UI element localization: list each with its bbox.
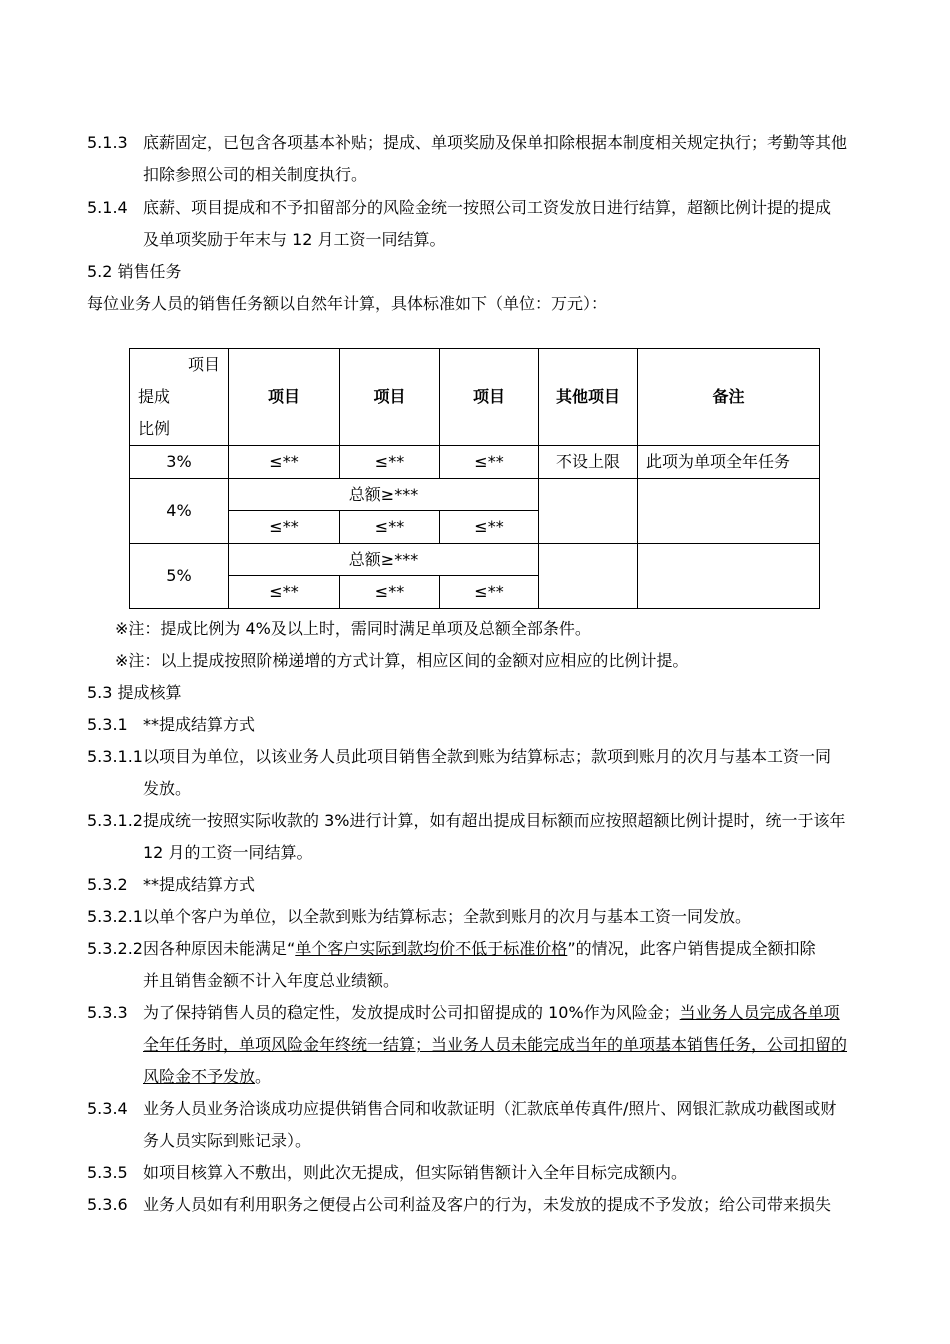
table-note: ※注：以上提成按照阶梯递增的方式计算，相应区间的金额对应相应的比例计提。 xyxy=(115,651,689,670)
column-header: 项目 xyxy=(340,349,440,446)
corner-label-project: 项目 xyxy=(187,355,220,374)
table-cell: ≤** xyxy=(229,446,340,479)
table-cell: ≤** xyxy=(440,576,539,609)
paragraph-line: 底薪、项目提成和不予扣留部分的风险金统一按照公司工资发放日进行结算，超额比例计提的提成 xyxy=(143,198,832,217)
text-span: ”的情况，此客户销售提成全额扣除 xyxy=(567,939,816,958)
section-number: 5.3.1.1 xyxy=(87,747,143,766)
section-number: 5.3.5 xyxy=(87,1163,128,1182)
paragraph-line xyxy=(143,1066,271,1088)
table-cell: ≤** xyxy=(440,446,539,479)
paragraph-line: 底薪固定，已包含各项基本补贴；提成、单项奖励及保单扣除根据本制度相关规定执行；考勤等其他 xyxy=(143,133,848,152)
paragraph-line xyxy=(143,938,816,960)
paragraph-line: 及单项奖励于年末与 12 月工资一同结算。 xyxy=(143,230,446,249)
paragraph-line: 提成统一按照实际收款的 3%进行计算，如有超出提成目标额而应按照超额比例计提时，统一于该年 xyxy=(143,811,846,830)
paragraph-line: 以单个客户为单位，以全款到账为结算标志；全款到账月的次月与基本工资一同发放。 xyxy=(143,907,752,926)
section-number: 5.3.2.2 xyxy=(87,939,143,958)
table-note: ※注：提成比例为 4%及以上时，需同时满足单项及总额全部条件。 xyxy=(115,619,591,638)
empty-cell xyxy=(539,479,638,544)
paragraph-line: 并且销售金额不计入年度总业绩额。 xyxy=(143,971,400,990)
empty-cell xyxy=(638,544,820,609)
section-number: 5.3.3 xyxy=(87,1003,128,1022)
paragraph-line: 12 月的工资一同结算。 xyxy=(143,843,313,862)
section-number: 5.3.6 xyxy=(87,1195,128,1214)
rate-cell: 5% xyxy=(130,544,229,609)
paragraph-line: 每位业务人员的销售任务额以自然年计算，具体标准如下（单位：万元）： xyxy=(87,294,608,313)
underlined-text: 单个客户实际到款均价不低于标准价格 xyxy=(295,939,568,958)
section-heading: 5.3 提成核算 xyxy=(87,683,182,702)
table-cell: ≤** xyxy=(340,511,440,544)
empty-cell xyxy=(539,544,638,609)
section-number: 5.3.1.2 xyxy=(87,811,143,830)
paragraph-line: **提成结算方式 xyxy=(143,875,256,894)
text-span: 。 xyxy=(255,1067,272,1086)
section-number: 5.3.4 xyxy=(87,1099,128,1118)
paragraph-line: 扣除参照公司的相关制度执行。 xyxy=(143,165,368,184)
paragraph-line: 发放。 xyxy=(143,779,192,798)
paragraph-line: 业务人员如有利用职务之便侵占公司利益及客户的行为，未发放的提成不予发放；给公司带来损失 xyxy=(143,1195,832,1214)
paragraph-line: 业务人员业务洽谈成功应提供销售合同和收款证明（汇款底单传真件/照片、网银汇款成功截图或财 xyxy=(143,1099,837,1118)
rate-cell: 3% xyxy=(130,446,229,479)
column-header: 备注 xyxy=(638,349,820,446)
table-cell: ≤** xyxy=(229,576,340,609)
paragraph-line: 务人员实际到账记录）。 xyxy=(143,1131,312,1150)
section-number: 5.1.4 xyxy=(87,198,128,217)
table-cell: 不设上限 xyxy=(539,446,638,479)
paragraph-line: **提成结算方式 xyxy=(143,715,256,734)
column-header: 项目 xyxy=(229,349,340,446)
underlined-text: 当业务人员完成各单项 xyxy=(679,1003,840,1022)
text-span: 因各种原因未能满足“ xyxy=(143,939,296,958)
section-number: 5.3.2 xyxy=(87,875,128,894)
corner-label-rate: 提成 xyxy=(138,387,171,406)
column-header: 其他项目 xyxy=(539,349,638,446)
empty-cell xyxy=(638,479,820,544)
note-cell: 此项为单项全年任务 xyxy=(638,446,820,479)
underlined-text: 风险金不予发放 xyxy=(143,1067,256,1086)
total-cell: 总额≥*** xyxy=(229,544,539,576)
section-heading: 5.2 销售任务 xyxy=(87,262,182,281)
table-cell: ≤** xyxy=(340,576,440,609)
text-span: 为了保持销售人员的稳定性，发放提成时公司扣留提成的 10%作为风险金； xyxy=(143,1003,680,1022)
table-cell: ≤** xyxy=(340,446,440,479)
table-cell: ≤** xyxy=(229,511,340,544)
column-header: 项目 xyxy=(440,349,539,446)
corner-label-ratio: 比例 xyxy=(138,419,171,438)
rate-cell: 4% xyxy=(130,479,229,544)
paragraph-line: 如项目核算入不敷出，则此次无提成，但实际销售额计入全年目标完成额内。 xyxy=(143,1163,688,1182)
corner-header-cell xyxy=(130,349,229,446)
section-number: 5.1.3 xyxy=(87,133,128,152)
total-cell: 总额≥*** xyxy=(229,479,539,511)
paragraph-line: 以项目为单位，以该业务人员此项目销售全款到账为结算标志；款项到账月的次月与基本工资一同 xyxy=(143,747,832,766)
paragraph-line xyxy=(143,1002,840,1024)
section-number: 5.3.1 xyxy=(87,715,128,734)
section-number: 5.3.2.1 xyxy=(87,907,143,926)
table-cell: ≤** xyxy=(440,511,539,544)
underlined-line: 全年任务时，单项风险金年终统一结算；当业务人员未能完成当年的单项基本销售任务，公司扣留的 xyxy=(143,1035,848,1054)
sales-task-table xyxy=(129,348,820,609)
